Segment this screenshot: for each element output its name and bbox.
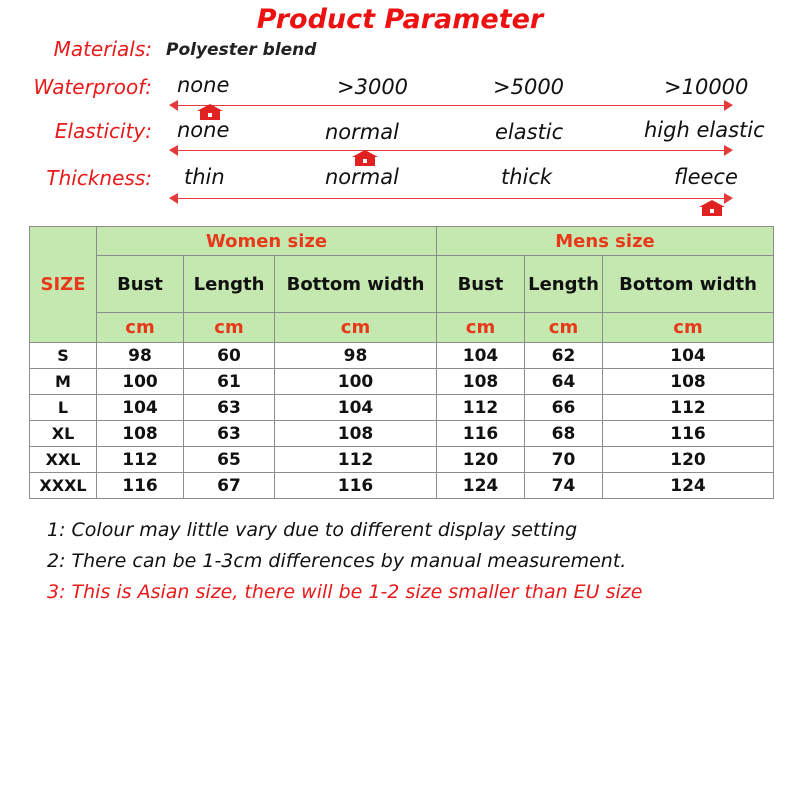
waterproof-scale-arrow [170,100,732,112]
table-cell: 100 [97,369,184,395]
women-bust-header: Bust [97,256,184,313]
table-cell: 108 [97,421,184,447]
table-cell: 124 [437,473,525,499]
size-cell: L [30,395,97,421]
elasticity-marker-icon [352,150,378,166]
table-cell: 67 [184,473,275,499]
table-cell: 63 [184,421,275,447]
note-asian-size: 3: This is Asian size, there will be 1-2 size smaller than EU size [47,581,643,603]
thickness-label: Thickness: [46,166,152,190]
women-size-header: Women size [97,227,437,256]
table-cell: 63 [184,395,275,421]
size-chart-table [29,226,774,499]
table-cell: 104 [275,395,437,421]
waterproof-option-3: >5000 [493,75,565,99]
table-cell: 112 [275,447,437,473]
materials-label: Materials: [53,37,152,61]
elasticity-option-1: none [177,118,230,142]
table-cell: 61 [184,369,275,395]
elasticity-scale-arrow [170,145,732,157]
table-cell: 104 [97,395,184,421]
table-cell: 124 [603,473,774,499]
thickness-option-2: normal [325,165,399,189]
size-cell: XXXL [30,473,97,499]
table-cell: 120 [603,447,774,473]
table-cell: 66 [525,395,603,421]
size-column-header: SIZE [30,227,97,343]
table-cell: 62 [525,343,603,369]
table-cell: 100 [275,369,437,395]
unit-label: cm [525,313,603,343]
mens-length-header: Length [525,256,603,313]
table-cell: 112 [603,395,774,421]
unit-label: cm [275,313,437,343]
mens-size-header: Mens size [437,227,774,256]
waterproof-option-1: none [177,73,230,97]
elasticity-option-2: normal [325,120,399,144]
elasticity-option-4: high elastic [644,118,765,142]
table-cell: 108 [275,421,437,447]
table-cell: 116 [603,421,774,447]
table-row [30,343,774,369]
thickness-option-1: thin [184,165,225,189]
table-cell: 116 [275,473,437,499]
thickness-option-3: thick [501,165,553,189]
unit-label: cm [603,313,774,343]
table-cell: 108 [603,369,774,395]
table-cell: 74 [525,473,603,499]
size-cell: XXL [30,447,97,473]
table-cell: 64 [525,369,603,395]
thickness-scale-arrow [170,193,732,205]
note-colour: 1: Colour may little vary due to different display setting [47,519,578,541]
note-measurement: 2: There can be 1-3cm differences by manual measurement. [47,550,627,572]
table-cell: 104 [437,343,525,369]
mens-bust-header: Bust [437,256,525,313]
thickness-option-4: fleece [674,165,738,189]
elasticity-option-3: elastic [495,120,564,144]
size-cell: XL [30,421,97,447]
size-cell: S [30,343,97,369]
women-bottom-width-header: Bottom width [275,256,437,313]
table-row [30,447,774,473]
table-row [30,395,774,421]
size-cell: M [30,369,97,395]
table-cell: 65 [184,447,275,473]
table-cell: 116 [437,421,525,447]
table-row [30,421,774,447]
table-cell: 112 [97,447,184,473]
waterproof-option-2: >3000 [337,75,409,99]
table-cell: 60 [184,343,275,369]
table-row [30,369,774,395]
women-length-header: Length [184,256,275,313]
table-cell: 108 [437,369,525,395]
mens-bottom-width-header: Bottom width [603,256,774,313]
unit-label: cm [184,313,275,343]
materials-value: Polyester blend [166,40,317,60]
unit-label: cm [97,313,184,343]
unit-label: cm [437,313,525,343]
table-cell: 98 [97,343,184,369]
table-cell: 116 [97,473,184,499]
table-cell: 70 [525,447,603,473]
waterproof-label: Waterproof: [33,75,152,99]
waterproof-option-4: >10000 [664,75,749,99]
table-cell: 104 [603,343,774,369]
table-row [30,473,774,499]
table-cell: 120 [437,447,525,473]
thickness-marker-icon [699,200,725,216]
elasticity-label: Elasticity: [54,119,152,143]
table-cell: 112 [437,395,525,421]
table-cell: 68 [525,421,603,447]
page-title: Product Parameter [256,4,544,35]
table-cell: 98 [275,343,437,369]
